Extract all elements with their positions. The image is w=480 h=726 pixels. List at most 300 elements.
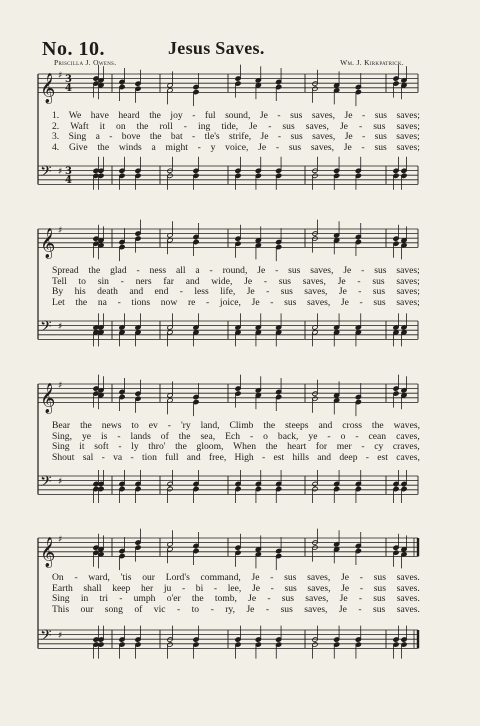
lyric-word: - [358,286,362,298]
lyric-word: ev [148,420,158,431]
lyric-word: waves, [393,420,420,431]
lyric-word: - [266,286,270,298]
lyric-word: Je [339,593,348,605]
lyric-word: sus [374,265,387,276]
lyric-word: saves; [396,131,420,143]
lyric-word: gloom, [196,441,224,453]
lyric-word: voice, [225,141,249,153]
lyric-word: Spread [52,265,79,276]
lyric-word: the [191,593,204,605]
lyric-word: the [371,420,384,431]
lyric-word: sus [288,265,301,276]
lyric-word: cean [368,430,387,442]
treble-clef: 𝄞 [40,73,56,104]
lyric-word: far [163,275,174,287]
lyric-word: When [233,441,257,453]
lyric-word: na [97,296,107,308]
lyric-word: - [265,603,270,615]
lyric-word: the [175,441,187,453]
lyric-word: - [249,430,254,442]
lyric-word: y [210,141,216,153]
lyric-word: sus [280,603,293,615]
lyric-word: sus [372,275,385,287]
lyric-word: in [80,593,89,605]
lyric-word: - [210,603,214,615]
lyric-word: - [197,141,201,153]
lyric-word: sus [373,296,386,308]
lyric-word: - [119,593,123,605]
lyric-word: saves, [307,582,331,594]
lyric-word: - [361,141,365,153]
lyric-word: song [104,603,123,615]
lyric-word: - [213,582,218,594]
lyric-word: saves, [304,603,328,615]
lyric-word: High [234,451,254,463]
lyric-word: o [340,430,346,442]
lyric-word: to [131,420,139,431]
lyric-word: for [315,441,328,453]
lyric-word: - [101,451,105,463]
lyric-word: Give [68,141,88,153]
lyric-word: Je [343,265,352,276]
lyric-word: va [113,451,123,463]
lyric-word: sus [284,582,297,594]
lyric-word: - [118,441,122,453]
lyric-word: sal [82,451,94,463]
lyric-word: tri [99,593,109,605]
lyric-word: his [74,286,86,298]
lyrics-system-4 [52,573,420,615]
lyric-word: vic [153,603,166,615]
lyric-word: roll [159,120,173,132]
lyric-word: - [275,265,279,276]
lyric-word: Bear [52,420,71,431]
lyric-word: and [186,451,201,463]
lyric-word: - [136,265,140,276]
lyric-word: - [183,120,187,132]
lyric-word: sus [280,286,293,298]
lyric-line [52,143,420,154]
lyric-word: - [192,131,196,143]
lyric-word: - [176,603,181,615]
lyric-word: - [358,603,362,615]
lyric-word: Je [259,110,268,121]
lyric-word: saves; [396,296,420,308]
lyric-word: bi [195,582,204,594]
lyric-word: - [361,265,365,276]
lyric-word: o'er [166,593,181,605]
lyric-word: Je [257,265,266,276]
lyric-word: ners [135,275,152,287]
lyric-word: sus [281,593,295,605]
lyric-word: to [78,275,86,287]
lyric-word: wide, [211,275,233,287]
lyric-word: - [357,275,361,287]
lyric-word: saves. [396,603,420,615]
lyrics-system-2 [52,266,420,308]
key-signature: ♯ [58,226,63,236]
lyric-word: ju [163,582,172,594]
lyric-word: Sing, [52,430,72,442]
lyric-word: saves, [305,120,329,132]
lyric-word: Earth [52,582,73,594]
lyric-word: saves. [396,582,420,594]
lyric-word: full [165,451,179,463]
lyric-word: Sing [68,131,87,143]
lyric-word: and [129,286,144,298]
lyric-word: Sing [52,593,70,605]
lyric-word: est [273,451,285,463]
verse-number: 1. [52,110,60,121]
lyric-word: a [151,141,156,153]
key-signature: ♯ [58,477,63,487]
lyric-word: cross [342,420,362,431]
lyric-word: - [74,572,78,583]
bass-clef: 𝄢 [40,318,52,339]
lyric-word: the [97,141,110,153]
lyric-word: By [52,286,64,298]
lyric-word: life, [220,286,236,298]
lyric-word: news [101,420,122,431]
bass-clef: 𝄢 [40,627,52,648]
lyric-word: - [179,286,183,298]
lyric-word: have [90,110,109,121]
lyric-word: round, [222,265,248,276]
lyric-word: the [178,430,191,442]
lyric-word: tomb, [214,593,237,605]
lyric-word: - [130,451,134,463]
lyric-word: - [327,430,331,442]
author-credit: Priscilla J. Owens. [54,58,117,67]
lyric-line [52,605,420,616]
lyric-word: the [80,420,92,431]
lyric-word: glad [110,265,127,276]
lyric-word: shall [83,582,102,594]
lyric-word: of [134,603,143,615]
treble-clef: 𝄞 [40,383,56,414]
lyric-word: sus [373,120,386,132]
lyric-word: 'ry [180,420,191,431]
lyric-word: bove [121,131,141,143]
lyric-word: back, [277,430,299,442]
time-signature: 3 [65,74,72,85]
lyric-word: sus [373,603,386,615]
lyric-word: craves, [392,441,420,453]
lyric-word: strife, [229,131,252,143]
lyric-word: and [185,275,200,287]
lyric-word: - [261,451,266,463]
lyric-word: We [68,110,82,121]
lyric-word: steeps [285,420,309,431]
lyric-word: saves, [307,572,331,583]
lyric-word: saves, [310,141,335,153]
lyric-word: the [75,296,88,308]
lyric-word: re [187,296,196,308]
lyric-word: - [362,110,366,121]
lyric-word: and [318,420,333,431]
lyric-word: - [275,141,280,153]
lyric-word: death [97,286,118,298]
lyric-word: sus [288,141,302,153]
lyric-word: saves, [311,110,336,121]
lyric-word: saves; [396,120,420,132]
lyric-word: saves, [312,131,336,143]
lyric-word: saves, [307,296,331,308]
lyric-word: - [120,275,124,287]
time-signature: 4 [65,83,72,94]
lyric-word: Je [251,582,260,594]
lyric-word: Je [251,296,260,308]
key-signature: ♯ [58,535,63,545]
lyrics-system-3 [52,421,420,463]
lyric-word: sus [374,110,388,121]
verse-number: 4. [52,141,60,153]
lyric-word: Let [52,296,65,308]
lyric-word: free, [208,451,227,463]
lyric-word: sus [278,275,292,287]
key-signature: ♯ [58,71,63,81]
lyric-word: hills [292,451,309,463]
lyric-word: sea, [200,430,216,442]
lyric-word: the [88,265,101,276]
lyric-line [52,298,420,309]
lyric-word: - [267,593,271,605]
lyric-word: Climb [229,420,254,431]
lyric-word: sus [282,120,295,132]
lyric-word: is [101,430,108,442]
lyric-word: Je [344,131,353,143]
lyric-word: ly [131,441,139,453]
lyric-word: might [165,141,188,153]
verse-number: 2. [52,120,60,132]
lyric-word: Je [258,141,267,153]
bass-clef: 𝄢 [40,163,52,184]
lyric-word: a [195,265,200,276]
lyric-word: - [270,572,274,583]
lyric-word: caves, [396,430,420,442]
lyric-word: heard [118,110,140,121]
lyric-word: it [79,441,85,453]
lyric-line [52,421,420,432]
lyrics-system-1 [52,111,420,153]
lyric-word: Je [251,572,260,583]
lyric-word: saves; [396,275,420,287]
lyric-word: Je [260,131,269,143]
treble-clef: 𝄞 [40,537,56,568]
lyric-word: Je [341,582,350,594]
lyric-word: sus [374,141,387,153]
lyric-word: land, [200,420,220,431]
lyric-word: ry, [225,603,235,615]
key-signature: ♯ [58,381,63,391]
hymn-title: Jesus Saves. [168,38,265,58]
lyric-word: 'tis [120,572,132,583]
lyric-word: - [358,120,363,132]
lyric-word: it [99,120,106,132]
key-signature: ♯ [58,167,63,177]
lyric-word: sus [290,131,303,143]
lyric-word: ye [308,430,318,442]
lyric-word: tions [131,296,151,308]
lyric-word: - [109,131,113,143]
lyric-word: saves; [396,286,420,298]
lyric-word: sus [372,286,386,298]
lyric-word: Je [248,593,257,605]
lyric-word: the [263,420,276,431]
lyric-word: sus [374,131,387,143]
lyric-word: soft [94,441,109,453]
lyric-word: now [160,296,178,308]
lyric-word: ward, [88,572,110,583]
lyric-word: sus [284,572,297,583]
lyric-word: sus [290,110,303,121]
lyric-word: On [52,572,64,583]
lyric-word: Je [244,275,253,287]
lyric-word: - [270,296,274,308]
lyric-word: joy [170,110,183,121]
bass-clef: 𝄢 [40,473,52,494]
lyric-word: saves, [304,286,328,298]
lyric-word: cy [374,441,384,453]
lyric-word: the [149,131,162,143]
lyric-word: sin [97,275,109,287]
lyric-word: - [359,582,364,594]
lyric-word: Je [246,603,255,615]
lyric-word: - [359,572,363,583]
verse-number: 3. [52,131,60,143]
lyric-word: Je [338,286,347,298]
lyric-word: Shout [52,451,75,463]
lyric-word: ness [149,265,167,276]
lyric-word: - [192,110,196,121]
hymn-number: No. 10. [42,38,105,60]
lyric-word: - [277,131,282,143]
lyric-word: saves; [396,265,420,276]
lyric-word: to [191,603,200,615]
lyric-word: Waft [70,120,89,132]
lyric-word: umph [133,593,156,605]
lyric-word: tide, [221,120,239,132]
lyric-word: - [263,275,268,287]
lyric-word: Tell [52,275,67,287]
lyric-word: deep [339,451,358,463]
lyric-word: saves; [396,141,420,153]
lyric-word: Je [249,120,258,132]
lyric-word: - [181,582,186,594]
lyric-word: all [175,265,186,276]
lyric-line [52,111,420,122]
lyric-word: a [95,131,100,143]
lyric-word: - [268,120,272,132]
lyric-word: ing [198,120,211,132]
lyric-word: tion [141,451,157,463]
treble-clef: 𝄞 [40,228,56,259]
lyric-word: Ech [225,430,240,442]
lyric-word: Je [339,120,348,132]
lyric-word: her [140,582,154,594]
lyric-word: - [206,296,210,308]
key-signature: ♯ [58,322,63,332]
lyric-line [52,453,420,464]
lyric-word: keep [112,582,131,594]
lyric-word: - [365,451,369,463]
lyric-word: saves, [302,275,326,287]
lyric-word: Je [340,296,349,308]
lyric-word: caves, [396,451,420,463]
lyric-word: Je [344,110,353,121]
lyric-word: the [136,120,149,132]
lyric-word: est [377,451,388,463]
lyric-word: Sing [52,441,70,453]
composer-credit: Wm. J. Kirkpatrick. [340,58,404,67]
lyric-word: - [358,593,363,605]
lyric-word: Je [343,141,352,153]
lyric-word: Je [246,286,255,298]
lyric-word: Je [337,275,346,287]
lyric-word: joice, [219,296,241,308]
lyric-word: - [209,265,213,276]
lyric-word: tle's [204,131,220,143]
lyric-word: saves, [305,593,329,605]
lyric-word: heart [287,441,307,453]
lyric-word: the [265,441,278,453]
lyric-word: sus [373,572,386,583]
lyric-word: Je [341,572,350,583]
lyric-word: bat [170,131,183,143]
lyric-word: lands [130,430,151,442]
lyric-word: - [117,296,121,308]
lyric-word: - [362,131,366,143]
lyric-line [52,266,420,277]
lyric-word: - [117,430,121,442]
lyric-word: saves, [310,265,334,276]
lyric-word: on [116,120,126,132]
lyric-line [52,573,420,584]
lyric-word: - [277,110,281,121]
lyric-word: of [160,430,169,442]
lyric-word: lee, [227,582,242,594]
time-signature: 3 [65,166,72,177]
lyric-word: saves; [396,110,420,121]
lyric-word: - [270,582,274,594]
time-signature: 4 [65,175,72,186]
lyric-word: our [80,603,94,615]
lyric-word: - [167,420,171,431]
lyric-word: thro' [148,441,166,453]
lyric-word: sus [373,582,386,594]
lyric-word: less [194,286,209,298]
lyric-word: sus [373,593,386,605]
lyric-word: ful [204,110,216,121]
lyric-word: command, [200,572,241,583]
lyric-word: winds [118,141,142,153]
lyric-word: - [361,441,365,453]
lyric-word: sound, [225,110,251,121]
lyric-word: Lord's [165,572,190,583]
lyric-word: Je [338,603,347,615]
lyric-word: o [263,430,268,442]
lyric-word: - [355,430,359,442]
lyric-word: our [142,572,155,583]
lyric-word: sus [284,296,297,308]
lyric-word: the [149,110,161,121]
lyric-word: and [317,451,332,463]
lyric-word: saves. [396,572,420,583]
lyric-word: This [52,603,70,615]
lyric-word: saves. [396,593,420,605]
lyric-word: end [154,286,169,298]
key-signature: ♯ [58,631,63,641]
